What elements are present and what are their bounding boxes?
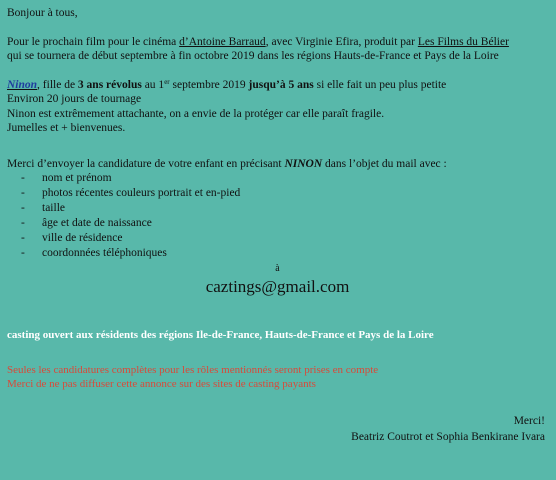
requirement-text: taille xyxy=(42,202,65,214)
bullet-dash: - xyxy=(21,247,25,259)
list-item xyxy=(7,216,548,231)
warning-complete-applications: Seules les candidatures complètes pour les rôles mentionnés seront prises en compte xyxy=(7,363,379,376)
list-item xyxy=(7,171,548,186)
intro-line-1 xyxy=(7,35,548,50)
list-item xyxy=(7,246,548,261)
warnings xyxy=(7,363,548,391)
role-text-4: si elle fait un peu plus petite xyxy=(313,78,447,91)
role-days: Environ 20 jours de tournage xyxy=(7,93,142,105)
role-text-3: septembre 2019 xyxy=(169,78,249,91)
requirements-list xyxy=(7,171,548,261)
bullet-dash: - xyxy=(21,217,25,229)
instructions-text-2: dans l’objet du mail avec : xyxy=(322,157,447,170)
requirement-text: nom et prénom xyxy=(42,172,112,184)
role-upto: jusqu’à 5 ans xyxy=(248,78,314,91)
instructions-text-1: Merci d’envoyer la candidature de votre enfant en précisant xyxy=(7,157,285,170)
instructions-line xyxy=(7,157,548,172)
bullet-dash: - xyxy=(21,172,25,184)
requirement-text: âge et date de naissance xyxy=(42,217,152,229)
contact-email[interactable]: caztings@gmail.com xyxy=(205,277,350,296)
requirement-text: coordonnées téléphoniques xyxy=(42,247,167,259)
requirement-text: ville de résidence xyxy=(42,232,123,244)
warning-no-paid-sites: Merci de ne pas diffuser cette annonce sur des sites de casting payants xyxy=(7,377,316,390)
role-name: Ninon xyxy=(7,78,38,91)
director-name: d’Antoine Barraud xyxy=(179,35,266,48)
list-item xyxy=(7,186,548,201)
to-label: à xyxy=(275,263,280,274)
bullet-dash: - xyxy=(21,187,25,199)
role-age: 3 ans révolus xyxy=(77,78,142,91)
role-description: Ninon est extrêmement attachante, on a envie de la protéger car elle paraît fragile. xyxy=(7,107,385,120)
intro-text-1: Pour le prochain film pour le cinéma xyxy=(7,35,180,48)
greeting: Bonjour à tous, xyxy=(7,7,78,19)
requirement-text: photos récentes couleurs portrait et en-pied xyxy=(42,187,241,199)
bullet-dash: - xyxy=(21,232,25,244)
subject-keyword: NINON xyxy=(284,157,323,170)
role-text-1: , fille de xyxy=(37,78,78,91)
residents-note: casting ouvert aux résidents des régions Ile-de-France, Hauts-de-France et Pays de la Loire xyxy=(7,329,434,341)
role-text-2: au 1 xyxy=(141,78,165,91)
role-extra: Jumelles et + bienvenues. xyxy=(7,122,126,134)
role-superscript: er xyxy=(164,77,170,86)
role-line xyxy=(7,78,548,93)
closing-signature: Beatriz Coutrot et Sophia Benkirane Ivara xyxy=(351,431,545,443)
list-item xyxy=(7,231,548,246)
producer-name: Les Films du Bélier xyxy=(417,35,509,48)
closing-thanks: Merci! xyxy=(513,415,545,427)
intro-text-2: , avec Virginie Efira, produit par xyxy=(265,35,418,48)
intro-line-2: qui se tournera de début septembre à fin octobre 2019 dans les régions Hauts-de-France et Pays de la Loire xyxy=(7,50,499,62)
list-item xyxy=(7,201,548,216)
bullet-dash: - xyxy=(21,202,25,214)
